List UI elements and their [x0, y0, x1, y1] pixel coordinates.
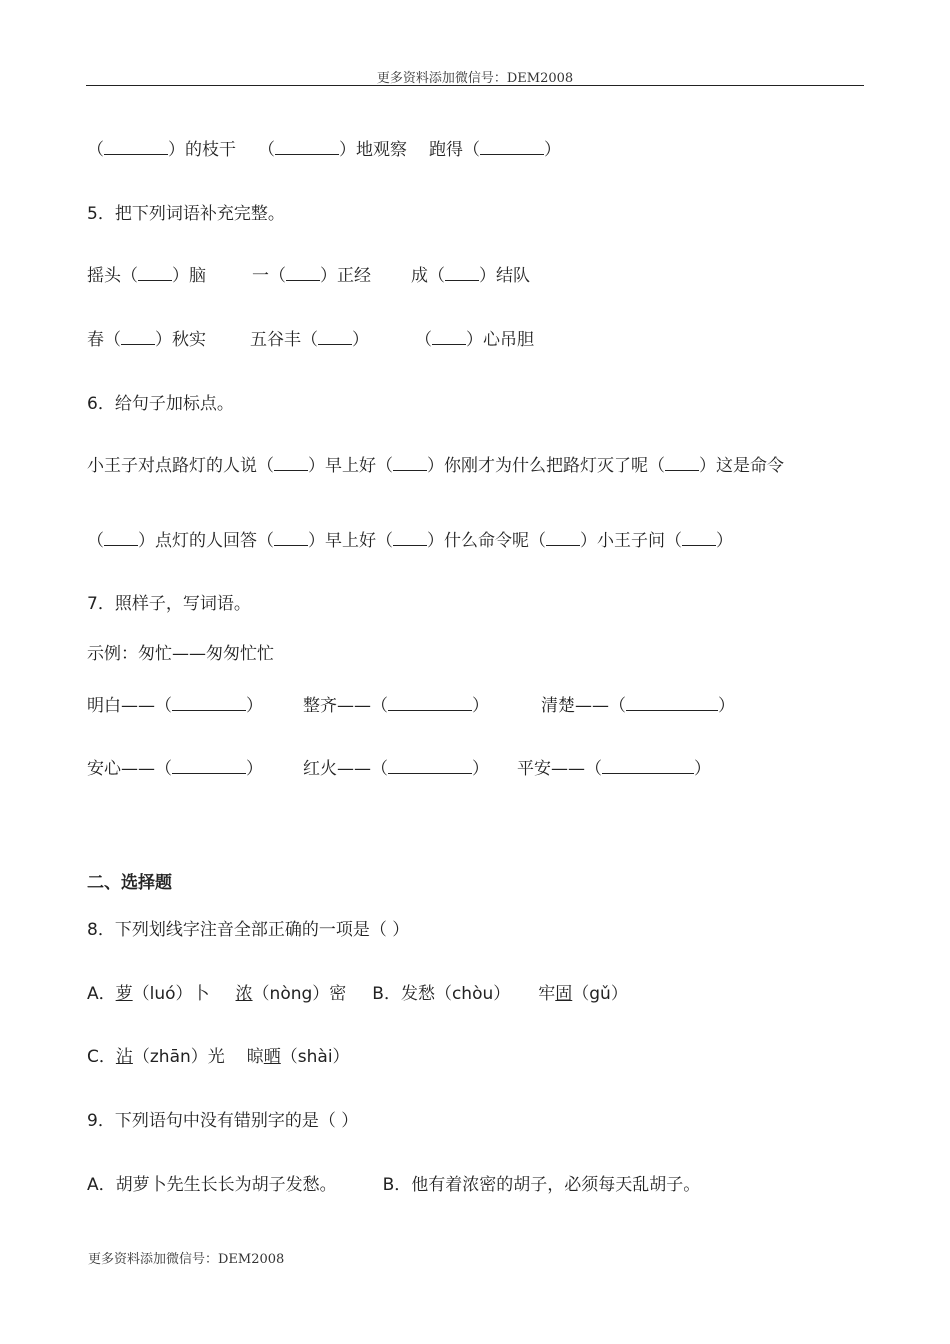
answer-blank[interactable] [602, 758, 694, 774]
q7-row2: 安心——（ ） 红火——（ ） 平安——（ ） [87, 759, 711, 779]
q6-title: 6．给句子加标点。 [87, 394, 234, 414]
idiom-part: 成 [411, 266, 428, 286]
answer-blank[interactable] [393, 455, 427, 471]
section-title: 二、选择题 [87, 873, 172, 893]
answer-blank[interactable] [393, 530, 427, 546]
pinyin-text: （zhān）光 [132, 1047, 225, 1067]
idiom-part: 结队 [496, 266, 530, 286]
q9-options [87, 1174, 700, 1196]
q4-blanks-line: （ ）的枝干 （ ）地观察 跑得（ ） [87, 140, 561, 160]
sentence-part: 点灯的人回答 [155, 531, 257, 551]
answer-blank[interactable] [665, 455, 699, 471]
pinyin-text: （nòng）密 [252, 984, 347, 1004]
answer-blank[interactable] [445, 265, 479, 281]
q6-line1: 小王子对点路灯的人说（ ）早上好（ ）你刚才为什么把路灯灭了呢（ ）这是命令 [87, 456, 784, 476]
answer-blank[interactable] [274, 530, 308, 546]
option-b-text: B．发愁（chòu） [372, 984, 511, 1004]
word-prompt: 整齐—— [303, 696, 371, 716]
idiom-part: 秋实 [172, 330, 206, 350]
answer-blank[interactable] [172, 695, 246, 711]
sentence-part: 小王子问 [597, 531, 665, 551]
answer-blank[interactable] [318, 329, 352, 345]
underlined-char: 浓 [235, 984, 253, 1004]
sentence-part: 什么命令呢 [444, 531, 529, 551]
page-header: 更多资料添加微信号：DEM2008 [376, 71, 574, 86]
sentence-part: 这是命令 [716, 456, 784, 476]
word-prompt: 平安—— [517, 759, 585, 779]
idiom-part: 五谷丰 [250, 330, 301, 350]
q9-title: 9．下列语句中没有错别字的是（ ） [87, 1111, 359, 1131]
answer-blank[interactable] [138, 265, 172, 281]
q8-title: 8．下列划线字注音全部正确的一项是（ ） [87, 920, 410, 940]
idiom-part: 摇头 [87, 266, 121, 286]
q4-item2-text: ）地观察 [339, 140, 407, 160]
answer-blank[interactable] [682, 530, 716, 546]
sentence-part: 早上好 [325, 531, 376, 551]
underlined-char: 沾 [115, 1047, 133, 1067]
answer-blank[interactable] [274, 455, 308, 471]
q8-option-c [87, 1046, 350, 1068]
word-prompt: 红火—— [303, 759, 371, 779]
word-prompt: 安心—— [87, 759, 155, 779]
q4-item1-text: ）的枝干 [168, 140, 236, 160]
option-text: 晾 [246, 1047, 264, 1067]
pinyin-text: （shài） [280, 1047, 350, 1067]
underlined-char: 固 [555, 984, 573, 1004]
q7-title: 7．照样子，写词语。 [87, 594, 251, 614]
option-b-text: B．他有着浓密的胡子，必须每天乱胡子。 [382, 1175, 701, 1195]
header-divider [86, 85, 864, 86]
answer-blank[interactable] [104, 530, 138, 546]
underlined-char: 晒 [263, 1047, 281, 1067]
answer-blank[interactable] [626, 695, 718, 711]
option-text: 牢 [538, 984, 556, 1004]
answer-blank[interactable] [546, 530, 580, 546]
idiom-part: 春 [87, 330, 104, 350]
option-a-text: A．胡萝卜先生长长为胡子发愁。 [87, 1175, 337, 1195]
word-prompt: 清楚—— [541, 696, 609, 716]
word-prompt: 明白—— [87, 696, 155, 716]
underlined-char: 萝 [115, 984, 133, 1004]
q4-item3-text: 跑得（ [429, 140, 480, 160]
pinyin-text: （gǔ） [572, 984, 628, 1004]
answer-blank[interactable] [172, 758, 246, 774]
q6-line2: （ ）点灯的人回答（ ）早上好（ ）什么命令呢（ ）小王子问（ ） [87, 531, 733, 551]
page-footer: 更多资料添加微信号：DEM2008 [88, 1252, 285, 1267]
q7-row1: 明白——（ ） 整齐——（ ） 清楚——（ ） [87, 696, 735, 716]
answer-blank[interactable] [432, 329, 466, 345]
idiom-part: 正经 [337, 266, 371, 286]
answer-blank[interactable] [480, 139, 544, 155]
idiom-part: 一 [252, 266, 269, 286]
answer-blank[interactable] [286, 265, 320, 281]
option-label: C． [87, 1047, 116, 1067]
answer-blank[interactable] [104, 139, 168, 155]
answer-blank[interactable] [388, 758, 472, 774]
q8-options-ab [87, 983, 628, 1005]
pinyin-text: （luó）卜 [132, 984, 210, 1004]
answer-blank[interactable] [275, 139, 339, 155]
sentence-part: 你刚才为什么把路灯灭了呢 [444, 456, 648, 476]
answer-blank[interactable] [388, 695, 472, 711]
option-label: A． [87, 984, 116, 1004]
q5-title: 5．把下列词语补充完整。 [87, 204, 285, 224]
sentence-part: 小王子对点路灯的人说 [87, 456, 257, 476]
answer-blank[interactable] [121, 329, 155, 345]
q5-row2: 春（ ）秋实 五谷丰（ ） （ ）心吊胆 [87, 330, 534, 350]
sentence-part: 早上好 [325, 456, 376, 476]
q5-row1: 摇头（ ）脑 一（ ）正经 成（ ）结队 [87, 266, 530, 286]
idiom-part: 脑 [189, 266, 206, 286]
idiom-part: 心吊胆 [483, 330, 534, 350]
q7-example: 示例：匆忙——匆匆忙忙 [87, 644, 274, 664]
